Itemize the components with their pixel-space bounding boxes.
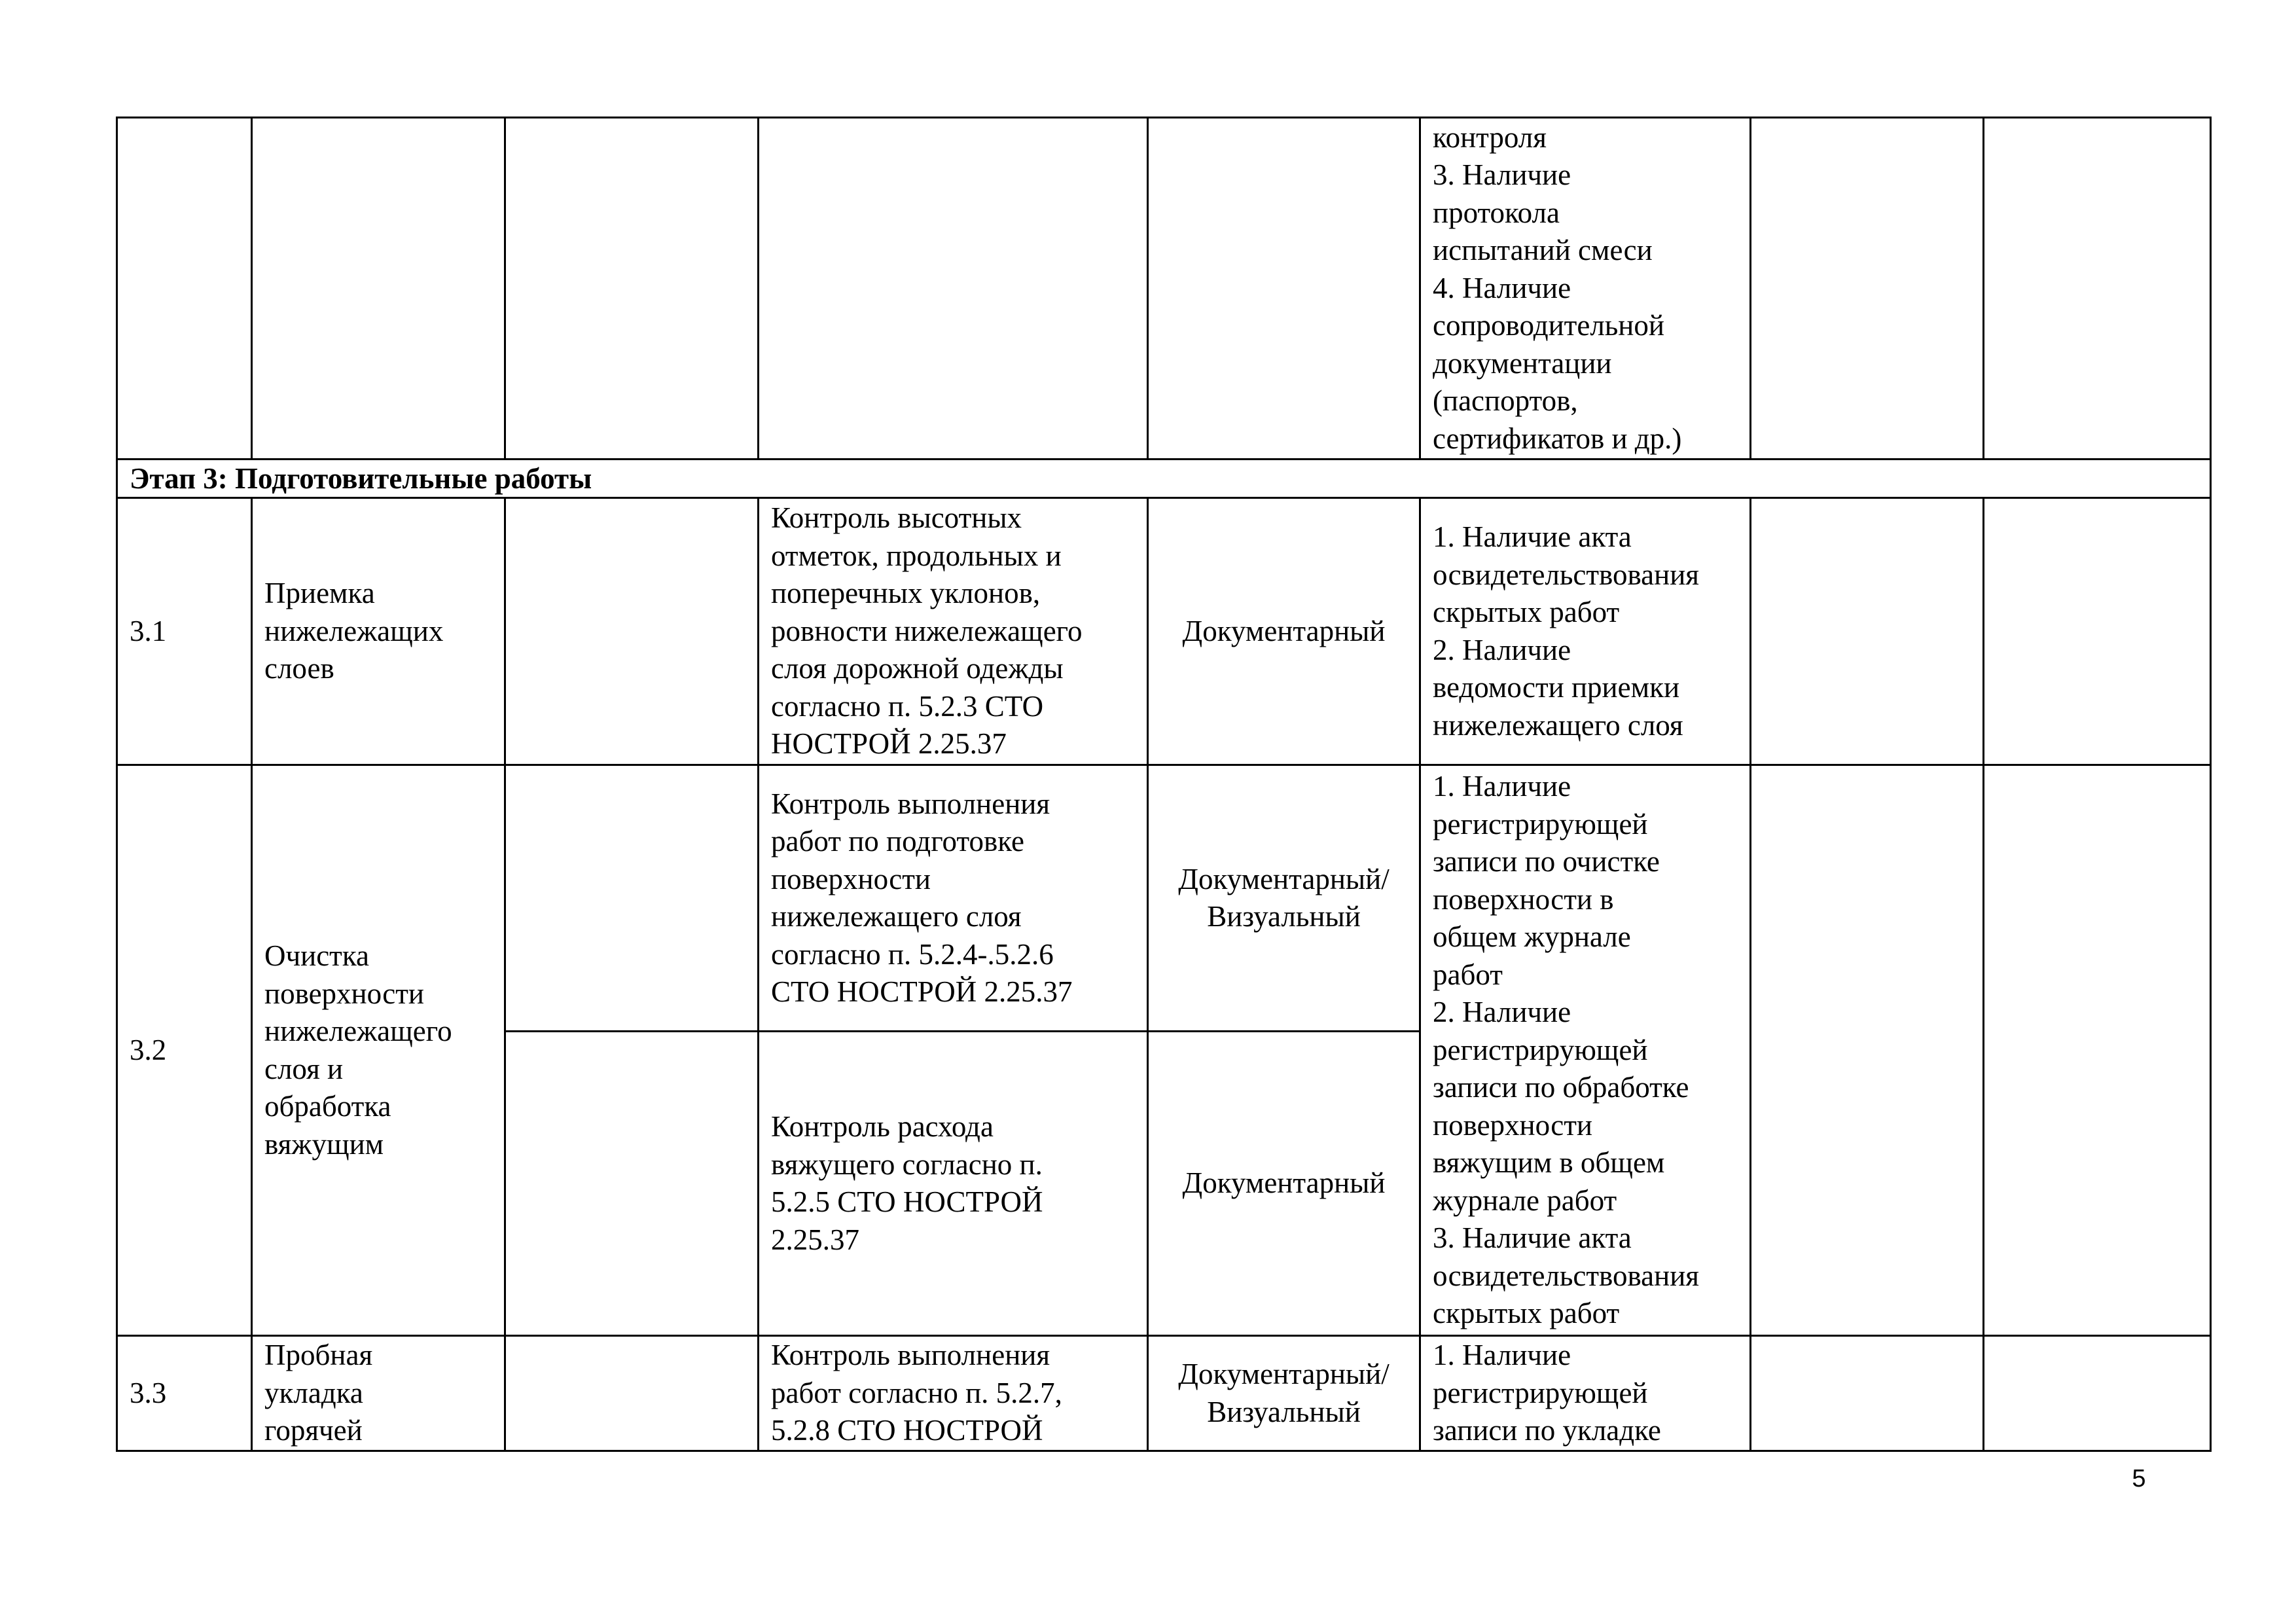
cell-empty (1984, 118, 2211, 460)
cell-empty (1751, 1336, 1984, 1451)
table-row-3-2a (117, 765, 2211, 1032)
cell-empty (1148, 118, 1420, 460)
cell-empty (505, 498, 759, 765)
cell-empty (1751, 118, 1984, 460)
table-row-continuation (117, 118, 2211, 460)
row-number: 3.1 (117, 498, 252, 765)
control-method: Документарный (1148, 1032, 1420, 1336)
operation-name: Очистка поверхности нижележащего слоя и обработка вяжущим (252, 765, 505, 1336)
table-row-3-1 (117, 498, 2211, 765)
page-number: 5 (2132, 1465, 2146, 1492)
required-documents: 1. Наличие регистрирующей записи по очистке поверхности в общем журнале работ 2. Наличие регистрирующей записи по обработке поверхности вяжущим в общем журнале работ 3. Наличие акта освидетельствования скрытых работ (1420, 765, 1751, 1336)
cell-empty (1751, 765, 1984, 1336)
cell-empty (505, 118, 759, 460)
cell-empty (117, 118, 252, 460)
cell-empty (505, 765, 759, 1032)
stage-title: Этап 3: Подготовительные работы (117, 460, 2211, 498)
control-description: Контроль высотных отметок, продольных и поперечных уклонов, ровности нижележащего слоя дорожной одежды согласно п. 5.2.3 СТО НОСТРОЙ 2.25.37 (759, 498, 1148, 765)
cell-empty (252, 118, 505, 460)
quality-control-table (116, 117, 2212, 1452)
cell-empty (505, 1336, 759, 1451)
cell-empty (1984, 765, 2211, 1336)
control-method: Документарный/ Визуальный (1148, 765, 1420, 1032)
cell-empty (1984, 1336, 2211, 1451)
row-number: 3.2 (117, 765, 252, 1336)
table-row-3-3 (117, 1336, 2211, 1451)
cell-empty (759, 118, 1148, 460)
required-documents: 1. Наличие акта освидетельствования скрытых работ 2. Наличие ведомости приемки нижележащего слоя (1420, 498, 1751, 765)
control-method: Документарный/ Визуальный (1148, 1336, 1420, 1451)
cell-empty (1984, 498, 2211, 765)
cell-empty (505, 1032, 759, 1336)
operation-name: Пробная укладка горячей (252, 1336, 505, 1451)
control-method: Документарный (1148, 498, 1420, 765)
control-description: Контроль выполнения работ по подготовке поверхности нижележащего слоя согласно п. 5.2.4-.5.2.6 СТО НОСТРОЙ 2.25.37 (759, 765, 1148, 1032)
row-number: 3.3 (117, 1336, 252, 1451)
required-documents: 1. Наличие регистрирующей записи по укладке (1420, 1336, 1751, 1451)
stage-header-row (117, 460, 2211, 498)
operation-name: Приемка нижележащих слоев (252, 498, 505, 765)
cell-empty (1751, 498, 1984, 765)
control-description: Контроль расхода вяжущего согласно п. 5.2.5 СТО НОСТРОЙ 2.25.37 (759, 1032, 1148, 1336)
cell-required-documents: контроля 3. Наличие протокола испытаний смеси 4. Наличие сопроводительной документации (паспортов, сертификатов и др.) (1420, 118, 1751, 460)
control-description: Контроль выполнения работ согласно п. 5.2.7, 5.2.8 СТО НОСТРОЙ (759, 1336, 1148, 1451)
